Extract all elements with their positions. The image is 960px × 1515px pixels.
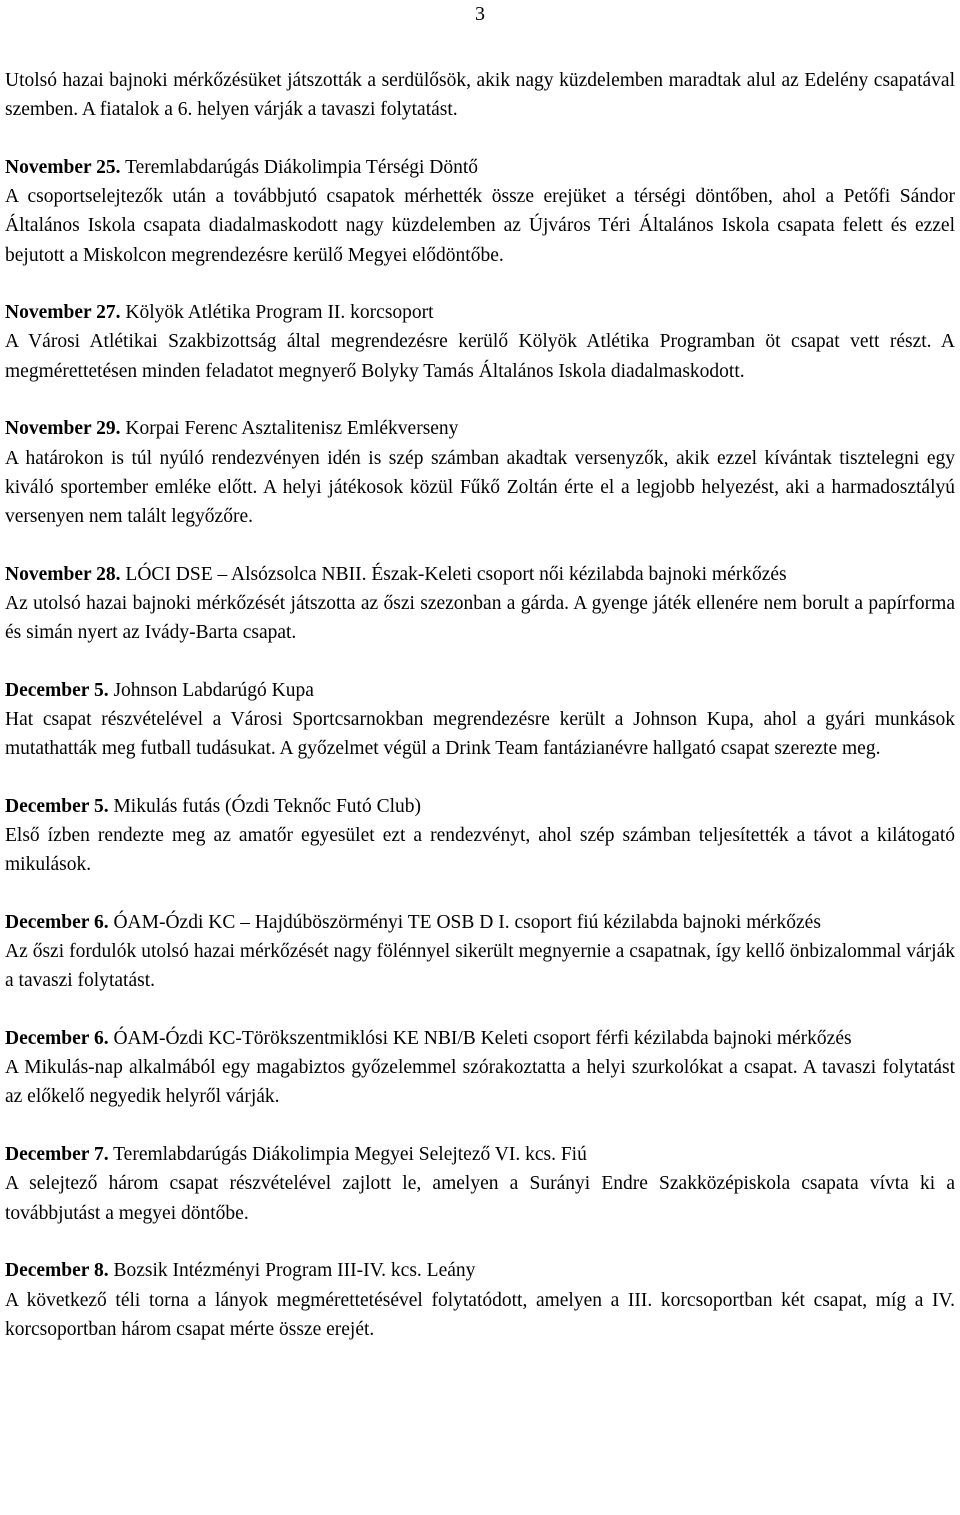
entry-date: December 6.	[5, 1028, 109, 1050]
entry-december-7	[5, 1140, 955, 1228]
entry-title: ÓAM-Ózdi KC-Törökszentmiklósi KE NBI/B Keleti csoport férfi kézilabda bajnoki mérkőzés	[108, 1028, 852, 1050]
entry-headline	[5, 298, 955, 327]
entry-body: Az őszi fordulók utolsó hazai mérkőzését nagy fölénnyel sikerült megnyernie a csapatnak, így kellő önbizalommal várják a tavaszi folytatást.	[5, 941, 955, 992]
entry-december-6-torok	[5, 1024, 955, 1112]
entry-date: November 29.	[5, 418, 121, 440]
entry-body: Hat csapat részvételével a Városi Sportcsarnokban megrendezésre került a Johnson Kupa, ahol a gyári munkások mutathatták meg futball tudásukat. A győzelmet végül a Drink Team fantázianévre hallgató csapat szerezte meg.	[5, 708, 955, 760]
entry-november-28	[5, 560, 955, 648]
document-body	[5, 66, 955, 1372]
entry-november-27	[5, 298, 955, 386]
entry-november-25	[5, 153, 955, 270]
entry-headline	[5, 560, 955, 589]
entry-title: Korpai Ferenc Asztalitenisz Emlékverseny	[120, 418, 459, 440]
entry-date: November 28.	[5, 563, 121, 585]
entry-body: Az utolsó hazai bajnoki mérkőzését játszotta az őszi szezonban a gárda. A gyenge játék ellenére nem borult a papírforma és simán nyert az Ivády-Barta csapat.	[5, 592, 955, 644]
entry-date: December 5.	[5, 795, 109, 817]
entry-title: Mikulás futás (Ózdi Teknőc Futó Club)	[108, 795, 422, 817]
entry-body: Első ízben rendezte meg az amatőr egyesület ezt a rendezvényt, ahol szép számban teljesítették a távot a kilátogató mikulások.	[5, 825, 955, 876]
entry-december-5-mikulas	[5, 792, 955, 880]
entry-december-5-johnson	[5, 676, 955, 764]
entry-title: Johnson Labdarúgó Kupa	[108, 679, 314, 701]
entry-title: Teremlabdarúgás Diákolimpia Megyei Selejtező VI. kcs. Fiú	[108, 1144, 587, 1166]
entry-headline	[5, 153, 955, 182]
entry-date: November 25.	[5, 156, 121, 178]
entry-headline	[5, 1140, 955, 1169]
entry-headline	[5, 1256, 955, 1285]
entry-date: November 27.	[5, 302, 121, 324]
entry-date: December 6.	[5, 911, 109, 933]
entry-november-29	[5, 414, 955, 531]
entry-date: December 5.	[5, 679, 109, 701]
entry-headline	[5, 676, 955, 705]
page-number: 3	[475, 3, 485, 25]
intro-paragraph: Utolsó hazai bajnoki mérkőzésüket játszották a serdülősök, akik nagy küzdelemben maradtak alul az Edelény csapatával szemben. A fiatalok a 6. helyen várják a tavaszi folytatást.	[5, 70, 955, 121]
entry-title: Bozsik Intézményi Program III-IV. kcs. Leány	[108, 1260, 476, 1282]
entry-title: LÓCI DSE – Alsózsolca NBII. Észak-Keleti csoport női kézilabda bajnoki mérkőzés	[120, 563, 787, 585]
entry-headline	[5, 1024, 955, 1053]
entry-body: A következő téli torna a lányok megmérettetésével folytatódott, amelyen a III. korcsoportban két csapat, míg a IV. korcsoportban három csapat mérte össze erejét.	[5, 1289, 955, 1340]
entry-title: Teremlabdarúgás Diákolimpia Térségi Döntő	[120, 156, 479, 178]
entry-december-8	[5, 1256, 955, 1344]
entry-body: A Városi Atlétikai Szakbizottság által megrendezésre kerülő Kölyök Atlétika Programban öt csapat vett részt. A megmérettetésen minden feladatot megnyerő Bolyky Tamás Általános Iskola diadalmaskodott.	[5, 331, 955, 382]
entry-body: A csoportselejtezők után a továbbjutó csapatok mérhették össze erejüket a térségi döntőben, ahol a Petőfi Sándor Általános Iskola csapata diadalmaskodott nagy küzdelemben az Újváros Téri Általános Iskola csapata felett és ezzel bejutott a Miskolcon megrendezésre kerülő Megyei elődöntőbe.	[5, 186, 955, 266]
entry-headline	[5, 908, 955, 937]
entry-body: A határokon is túl nyúló rendezvényen idén is szép számban akadtak versenyzők, akik ezzel kívántak tisztelegni egy kiváló sportember emléke előtt. A helyi játékosok közül Fűkő Zoltán érte el a legjobb helyezést, aki a harmadosztályú versenyen nem talált legyőzőre.	[5, 447, 955, 527]
entry-date: December 7.	[5, 1144, 109, 1166]
entry-title: Kölyök Atlétika Program II. korcsoport	[120, 302, 434, 324]
intro-section	[5, 66, 955, 124]
entry-headline	[5, 792, 955, 821]
entry-body: A Mikulás-nap alkalmából egy magabiztos győzelemmel szórakoztatta a helyi szurkolókat a csapat. A tavaszi folytatást az előkelő negyedik helyről várják.	[5, 1057, 955, 1108]
entry-december-6-hajdu	[5, 908, 955, 996]
entry-date: December 8.	[5, 1260, 109, 1282]
entry-headline	[5, 414, 955, 443]
entry-title: ÓAM-Ózdi KC – Hajdúböszörményi TE OSB D I. csoport fiú kézilabda bajnoki mérkőzés	[108, 911, 821, 933]
entry-body: A selejtező három csapat részvételével zajlott le, amelyen a Surányi Endre Szakközépiskola csapata vívta ki a továbbjutást a megyei döntőbe.	[5, 1173, 955, 1224]
